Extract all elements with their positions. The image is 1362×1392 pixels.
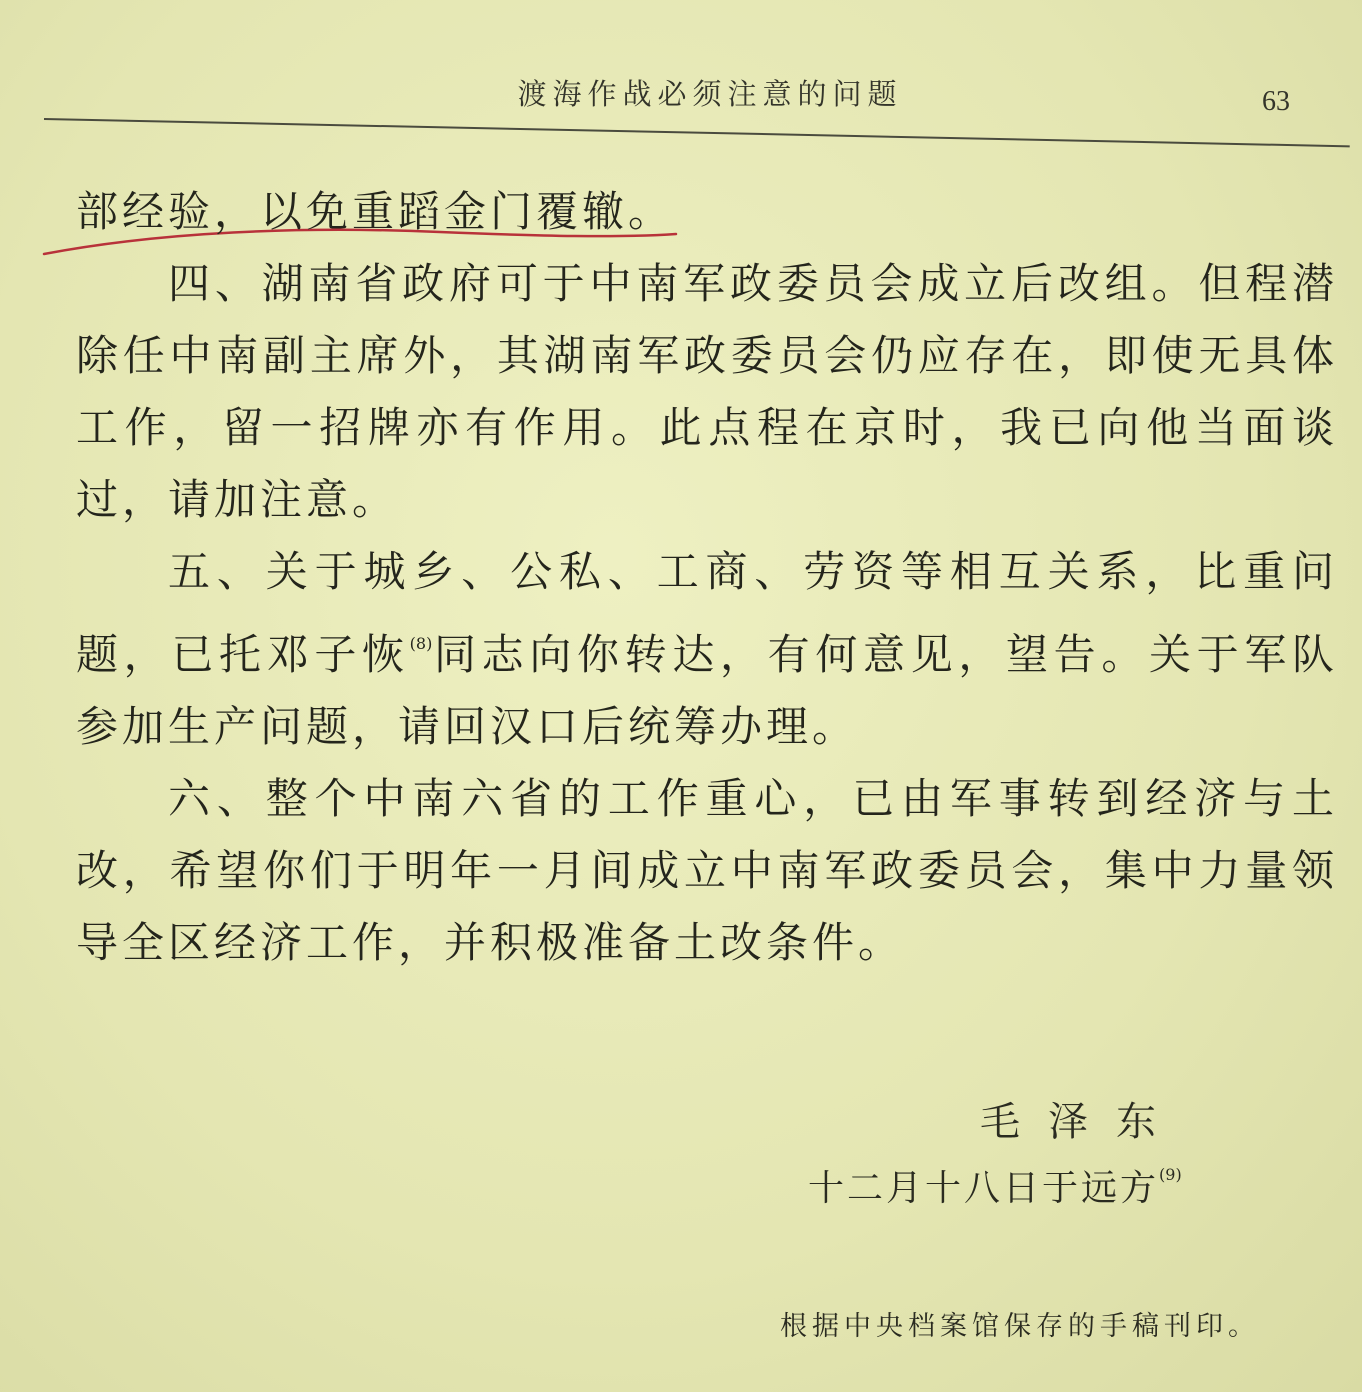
signature: 毛泽东 xyxy=(980,1099,1184,1145)
date-line xyxy=(808,1160,1182,1211)
paragraph-four: 四、湖南省政府可于中南军政委员会成立后改组。但程潜除任中南副主席外，其湖南军政委员会仍应存在，即使无具体工作，留一招牌亦有作用。此点程在京时，我已向他当面谈过，请加注意。 xyxy=(76,259,1338,524)
body-text xyxy=(76,176,1338,979)
paragraph-five-part-b: 同志向你转达，有何意见，望告。关于军队参加生产问题，请回汉口后统筹办理。 xyxy=(76,630,1338,751)
date-text: 十二月十八日于远方 xyxy=(808,1168,1160,1209)
footnote-marker-8[interactable]: (8) xyxy=(409,634,433,653)
paragraph-continuation: 部经验，以免重蹈金门覆辙。 xyxy=(76,187,675,236)
paragraph-five xyxy=(76,536,1338,763)
paragraph-five-part-a: 五、关于城乡、公私、工商、劳资等相互关系，比重问题，已托邓子恢 xyxy=(76,547,1338,679)
source-note: 根据中央档案馆保存的手稿刊印。 xyxy=(780,1311,1260,1342)
paragraph-six: 六、整个中南六省的工作重心，已由军事转到经济与土改，希望你们于明年一月间成立中南军政委员会，集中力量领导全区经济工作，并积极准备土改条件。 xyxy=(76,774,1338,967)
page-number: 63 xyxy=(1262,86,1290,117)
running-header-title: 渡海作战必须注意的问题 xyxy=(517,77,903,111)
header-rule xyxy=(44,118,1350,147)
footnote-marker-9[interactable]: (9) xyxy=(1159,1165,1182,1184)
